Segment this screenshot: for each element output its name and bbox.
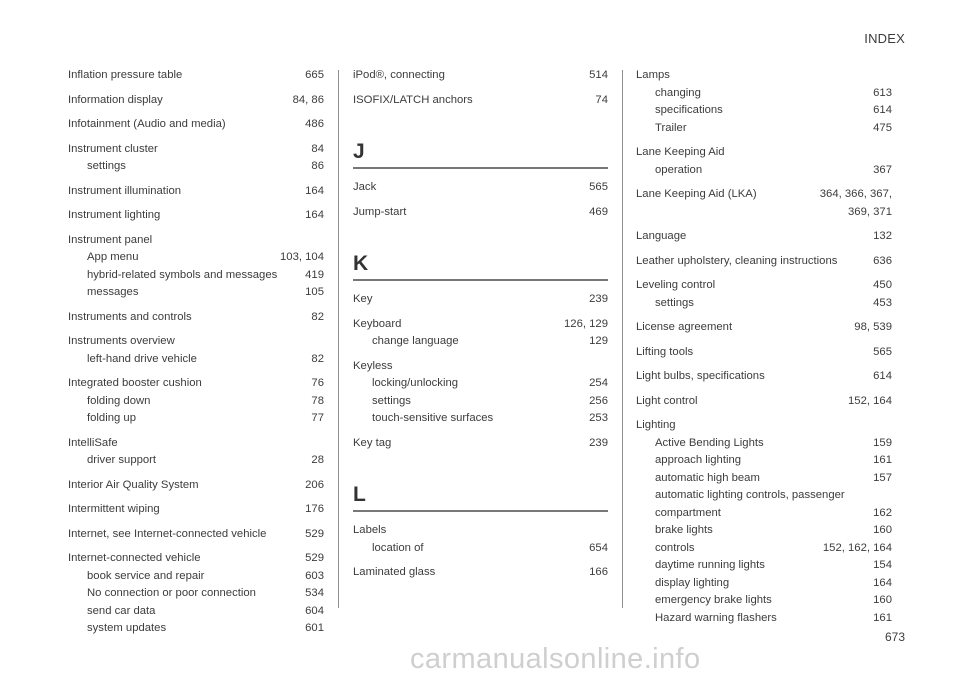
index-pages[interactable]: 665 (305, 69, 324, 81)
index-subentry (68, 603, 324, 621)
index-pages[interactable]: 152, 164 (848, 394, 892, 407)
index-pages[interactable]: 164 (305, 209, 324, 221)
index-term: Leveling control (636, 279, 716, 291)
index-term: ISOFIX/LATCH anchors (353, 93, 473, 106)
index-pages[interactable]: 469 (589, 205, 608, 218)
index-term: IntelliSafe (68, 436, 118, 449)
index-term: Keyboard (353, 317, 402, 330)
index-subterm: location of (372, 541, 424, 554)
index-entry (68, 183, 324, 201)
index-pages[interactable]: 514 (589, 69, 608, 81)
index-entry (68, 550, 324, 638)
index-entry (68, 116, 324, 134)
index-column-1 (68, 67, 324, 645)
index-subentry (68, 267, 324, 285)
index-subentry (68, 620, 324, 638)
index-entry-line (353, 291, 608, 309)
index-subentry (68, 351, 324, 369)
index-subterm: settings (87, 160, 126, 172)
index-subpages[interactable]: 105 (305, 286, 324, 298)
index-subentry (68, 568, 324, 586)
index-term: Intermittent wiping (68, 503, 160, 515)
index-entry-line (68, 309, 324, 327)
index-subpages[interactable]: 603 (305, 569, 324, 582)
index-term: Lane Keeping Aid (LKA) (636, 188, 757, 200)
index-subpages[interactable]: 160 (873, 524, 892, 536)
index-term: iPod®, connecting (353, 69, 445, 81)
index-entry (636, 393, 892, 411)
index-entry (68, 333, 324, 368)
section-rule (353, 279, 608, 281)
index-entry-line (353, 435, 608, 453)
index-term: Lamps (636, 69, 670, 81)
index-term: Light bulbs, specifications (636, 370, 765, 382)
page-header-title: INDEX (864, 31, 905, 46)
index-subterm: controls (655, 541, 695, 554)
index-term: Integrated booster cushion (68, 377, 202, 389)
index-subentry (636, 102, 892, 120)
index-subterm: hybrid-related symbols and messages (87, 268, 278, 281)
index-subterm: emergency brake lights (655, 594, 772, 606)
index-term: Instrument cluster (68, 142, 158, 155)
index-term: Inflation pressure table (68, 69, 183, 81)
index-subentry (636, 487, 892, 505)
index-subentry (636, 452, 892, 470)
index-entry (68, 92, 324, 110)
index-entry (68, 435, 324, 470)
index-entry-line (636, 319, 892, 337)
index-subpages[interactable]: 164 (873, 576, 892, 589)
index-subterm: touch-sensitive surfaces (372, 412, 494, 424)
index-subentry (636, 557, 892, 575)
index-entry-line (68, 333, 324, 351)
index-subterm: settings (372, 394, 411, 407)
index-entry (353, 179, 608, 197)
index-subterm: Hazard warning flashers (655, 611, 777, 624)
index-subterm: locking/unlocking (372, 377, 459, 389)
index-entry-line (636, 186, 892, 204)
index-subterm: brake lights (655, 524, 713, 536)
index-subentry (636, 85, 892, 103)
index-subentry (353, 393, 608, 411)
index-subentry (68, 585, 324, 603)
index-subentry (68, 158, 324, 176)
index-subentry (68, 249, 324, 267)
section-rule (353, 167, 608, 169)
index-pages[interactable]: 565 (589, 181, 608, 193)
index-entry (636, 417, 892, 627)
index-entry-line (68, 526, 324, 544)
index-term: Instruments overview (68, 335, 175, 347)
index-subentry (636, 120, 892, 138)
index-subpages[interactable]: 157 (873, 471, 892, 484)
index-entry-line (636, 368, 892, 386)
index-subpages[interactable]: 161 (873, 454, 892, 466)
index-term: Lifting tools (636, 345, 694, 358)
index-entry (353, 67, 608, 85)
index-subpages[interactable]: 367 (873, 163, 892, 176)
index-entry (68, 67, 324, 85)
index-entry-line (68, 92, 324, 110)
index-term: Keyless (353, 359, 393, 372)
index-subterm: App menu (87, 251, 139, 263)
index-subentry (636, 295, 892, 313)
index-entry (68, 207, 324, 225)
watermark: carmanualsonline.info (410, 643, 701, 675)
index-term: Key (353, 293, 373, 305)
index-term: Instrument illumination (68, 184, 182, 197)
index-subpages[interactable]: 419 (305, 268, 324, 281)
index-subentry (636, 505, 892, 523)
index-entry (68, 375, 324, 428)
section-letter: J (353, 140, 365, 163)
index-entry (68, 526, 324, 544)
index-entry (68, 501, 324, 519)
index-entry-line (68, 375, 324, 393)
index-entry (353, 435, 608, 453)
index-entry (636, 253, 892, 271)
index-entry (353, 291, 608, 309)
index-pages[interactable]: 239 (589, 293, 608, 305)
index-entry-line (68, 435, 324, 453)
index-term: Information display (68, 93, 163, 106)
index-subpages[interactable]: 534 (305, 587, 324, 599)
index-subpages[interactable]: 160 (873, 594, 892, 606)
index-subpages[interactable]: 475 (873, 121, 892, 134)
index-subentry (68, 452, 324, 470)
index-subpages[interactable]: 162 (873, 506, 892, 519)
index-entry-line (636, 344, 892, 362)
index-subterm: Trailer (655, 121, 687, 134)
index-pages[interactable]: 84, 86 (292, 93, 324, 106)
index-subterm: No connection or poor connection (87, 587, 256, 599)
index-term: Lighting (636, 419, 676, 431)
index-subterm: specifications (655, 104, 723, 116)
index-subterm: settings (655, 296, 694, 309)
index-subterm: change language (372, 335, 459, 347)
index-column-3 (636, 67, 892, 634)
section-letter: L (353, 483, 366, 506)
index-subpages[interactable]: 103, 104 (280, 251, 324, 263)
index-entry (636, 67, 892, 137)
index-entry (353, 316, 608, 351)
index-pages[interactable]: 636 (873, 254, 892, 267)
index-subentry (636, 540, 892, 558)
index-entry-line (68, 501, 324, 519)
index-entry (636, 144, 892, 179)
index-subpages[interactable]: 601 (305, 622, 324, 634)
index-entry (353, 564, 608, 582)
index-entry-line (68, 207, 324, 225)
index-term: Leather upholstery, cleaning instructions (636, 254, 838, 267)
index-entry-line (353, 179, 608, 197)
index-subterm: automatic lighting controls, passenger (655, 489, 845, 501)
index-pages[interactable]: 176 (305, 503, 324, 515)
index-subpages[interactable]: 86 (311, 160, 324, 172)
index-subentry (68, 393, 324, 411)
index-entry (636, 368, 892, 386)
index-entry-line (68, 141, 324, 159)
index-subentry (636, 592, 892, 610)
index-subpages[interactable]: 614 (873, 104, 892, 116)
index-entry-line (353, 564, 608, 582)
index-entry-line (636, 228, 892, 246)
index-pages[interactable]: 74 (595, 93, 608, 106)
index-pages[interactable]: 614 (873, 370, 892, 382)
index-subterm: daytime running lights (655, 559, 765, 571)
index-entry (636, 319, 892, 337)
index-pages[interactable]: 529 (305, 527, 324, 540)
index-pages-continued[interactable]: 369, 371 (848, 205, 892, 218)
index-subentry (68, 284, 324, 302)
index-subterm: left-hand drive vehicle (87, 352, 197, 365)
index-pages[interactable]: 206 (305, 478, 324, 491)
index-term: Jack (353, 181, 377, 193)
index-subentry (636, 610, 892, 628)
index-pages[interactable]: 76 (311, 377, 324, 389)
index-term: Instruments and controls (68, 310, 192, 323)
index-pages[interactable]: 450 (873, 279, 892, 291)
index-column-2 (353, 67, 608, 589)
page-number: 673 (884, 630, 905, 644)
index-subterm: Active Bending Lights (655, 436, 764, 449)
index-subterm: approach lighting (655, 454, 742, 466)
index-subterm: changing (655, 86, 701, 99)
index-entry-line (636, 393, 892, 411)
index-entry (353, 358, 608, 428)
index-entry-line (636, 144, 892, 162)
index-entry-line (636, 253, 892, 271)
index-subpages[interactable]: 654 (589, 541, 608, 554)
index-entry-line (68, 67, 324, 85)
index-subpages[interactable]: 161 (873, 611, 892, 624)
index-pages[interactable]: 364, 366, 367, (819, 188, 892, 200)
index-subpages[interactable]: 254 (589, 377, 608, 389)
index-subpages[interactable]: 453 (873, 296, 892, 309)
index-entry-line (353, 358, 608, 376)
index-entry (353, 92, 608, 110)
column-divider (338, 70, 339, 608)
index-entry (68, 477, 324, 495)
index-pages[interactable]: 82 (311, 310, 324, 323)
index-entry-line (353, 67, 608, 85)
index-entry-line (68, 183, 324, 201)
index-term: Lane Keeping Aid (636, 146, 725, 158)
index-entry-line (636, 277, 892, 295)
index-entry (68, 141, 324, 176)
index-entry (68, 232, 324, 302)
index-subterm: driver support (87, 454, 157, 466)
index-entry (353, 204, 608, 222)
index-subterm: automatic high beam (655, 471, 760, 484)
index-entry (636, 186, 892, 221)
index-subentry (636, 575, 892, 593)
index-subpages[interactable]: 604 (305, 604, 324, 617)
index-subpages[interactable]: 82 (311, 352, 324, 365)
index-pages[interactable]: 126, 129 (564, 317, 608, 330)
index-subpages[interactable]: 613 (873, 86, 892, 99)
index-subterm: folding down (87, 394, 151, 407)
index-term: Instrument lighting (68, 209, 161, 221)
index-subterm: book service and repair (87, 569, 205, 582)
index-subterm: folding up (87, 412, 136, 424)
index-entry-line (353, 522, 608, 540)
index-entry-line (68, 232, 324, 250)
index-term: Jump-start (353, 205, 407, 218)
section-rule (353, 510, 608, 512)
index-subpages[interactable]: 78 (311, 394, 324, 407)
index-subpages[interactable]: 28 (311, 454, 324, 466)
index-entry (353, 522, 608, 557)
index-subentry (636, 470, 892, 488)
index-subpages[interactable]: 129 (589, 335, 608, 347)
index-subpages[interactable]: 159 (873, 436, 892, 449)
index-entry-line (353, 204, 608, 222)
index-term: Key tag (353, 436, 392, 449)
index-subentry (68, 410, 324, 428)
index-subentry (636, 162, 892, 180)
index-entry (68, 309, 324, 327)
index-subterm: messages (87, 286, 139, 298)
index-subpages[interactable]: 256 (589, 394, 608, 407)
index-term: Infotainment (Audio and media) (68, 118, 226, 130)
index-term: License agreement (636, 321, 733, 333)
column-divider (622, 70, 623, 608)
index-subpages[interactable]: 154 (873, 559, 892, 571)
index-subpages[interactable]: 253 (589, 412, 608, 424)
index-entry (636, 344, 892, 362)
index-subterm: operation (655, 163, 703, 176)
index-subentry (353, 540, 608, 558)
index-subentry (636, 435, 892, 453)
index-term: Internet-connected vehicle (68, 552, 201, 564)
index-entry-line (353, 92, 608, 110)
index-entry-line (68, 116, 324, 134)
index-pages[interactable]: 166 (589, 566, 608, 578)
index-subentry (353, 333, 608, 351)
index-term: Language (636, 230, 687, 242)
index-subterm: system updates (87, 622, 167, 634)
index-term: Labels (353, 524, 387, 536)
index-entry-line (68, 550, 324, 568)
index-pages[interactable]: 164 (305, 184, 324, 197)
index-entry (636, 228, 892, 246)
index-subentry (636, 522, 892, 540)
index-pages[interactable]: 529 (305, 552, 324, 564)
index-pages[interactable]: 565 (873, 345, 892, 358)
index-pages[interactable]: 486 (305, 118, 324, 130)
section-letter: K (353, 252, 369, 275)
index-term: Light control (636, 394, 698, 407)
index-pages[interactable]: 98, 539 (854, 321, 892, 333)
index-entry-line (636, 67, 892, 85)
index-entry (636, 277, 892, 312)
index-subpages[interactable]: 152, 162, 164 (822, 541, 892, 554)
index-subentry (353, 375, 608, 393)
index-subterm: send car data (87, 604, 156, 617)
index-subterm: display lighting (655, 576, 730, 589)
index-term: Instrument panel (68, 233, 153, 246)
index-pages[interactable]: 84 (311, 142, 324, 155)
index-subterm: compartment (655, 506, 721, 519)
index-term: Laminated glass (353, 566, 436, 578)
index-term: Interior Air Quality System (68, 478, 199, 491)
index-pages[interactable]: 239 (589, 436, 608, 449)
index-subpages[interactable]: 77 (311, 412, 324, 424)
index-entry-line (353, 316, 608, 334)
index-term: Internet, see Internet-connected vehicle (68, 527, 267, 540)
index-pages[interactable]: 132 (873, 230, 892, 242)
index-entry-line (68, 477, 324, 495)
index-entry-line (636, 417, 892, 435)
index-subentry (353, 410, 608, 428)
